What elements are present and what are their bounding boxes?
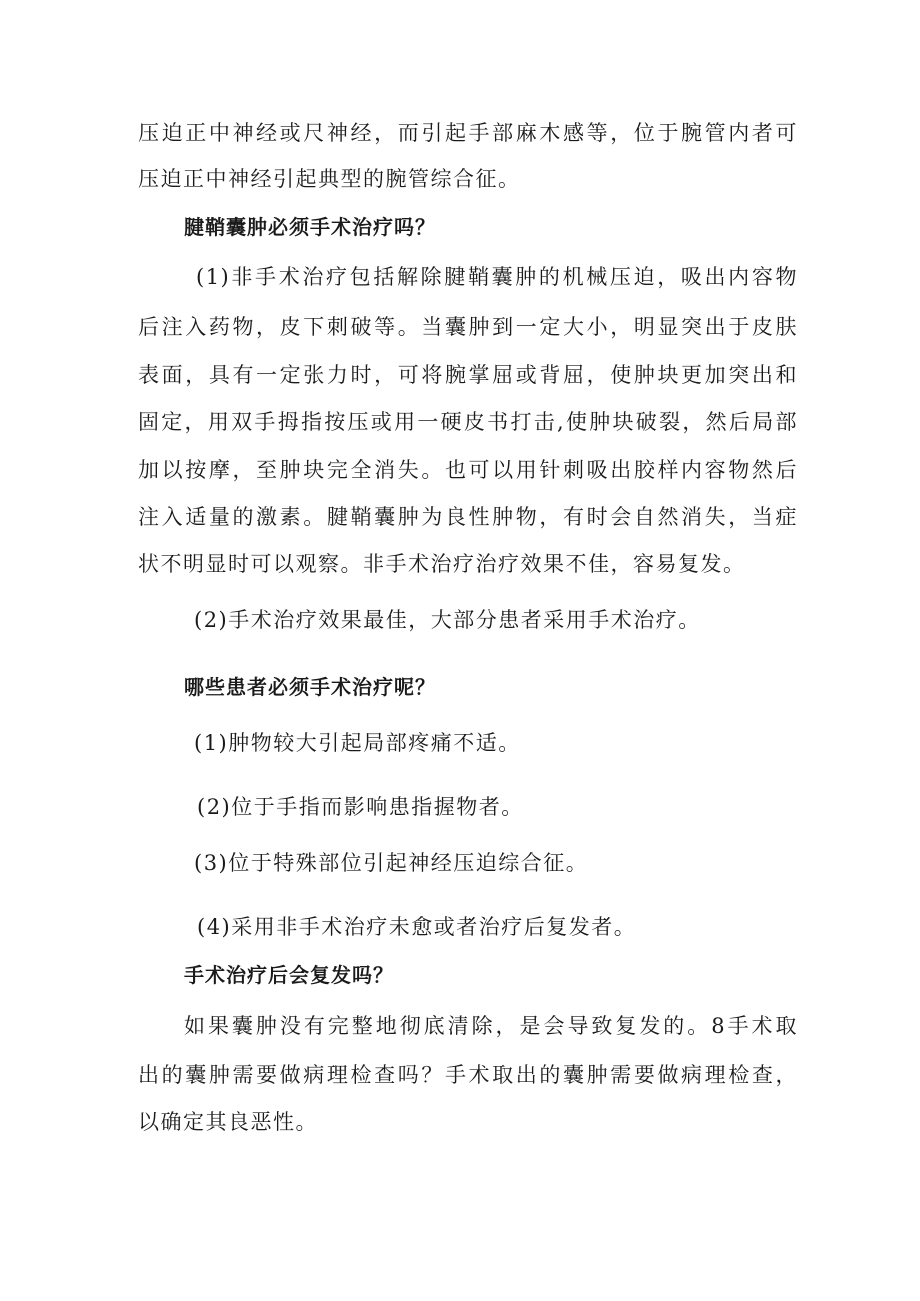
intro-line-1: 压迫正中神经或尺神经，而引起手部麻木感等，位于腕管内者可 bbox=[138, 121, 798, 145]
paragraph-line: 注入适量的激素。腱鞘囊肿为良性肿物，有时会自然消失，当症 bbox=[138, 505, 798, 529]
paragraph-line: (1)非手术治疗包括解除腱鞘囊肿的机械压迫，吸出内容物 bbox=[196, 265, 798, 289]
section-heading-which-patients: 哪些患者必须手术治疗呢？ bbox=[184, 675, 436, 699]
section-heading-surgery-required: 腱鞘囊肿必须手术治疗吗？ bbox=[184, 215, 436, 239]
paragraph-line: 加以按摩，至肿块完全消失。也可以用针刺吸出胶样内容物然后 bbox=[138, 458, 798, 482]
paragraph-surgery-best: (2)手术治疗效果最佳，大部分患者采用手术治疗。 bbox=[194, 608, 701, 632]
paragraph-line: 后注入药物，皮下刺破等。当囊肿到一定大小，明显突出于皮肤 bbox=[138, 315, 798, 339]
paragraph-line: 固定，用双手拇指按压或用一硬皮书打击,使肿块破裂，然后局部 bbox=[138, 410, 798, 434]
list-item: (1)肿物较大引起局部疼痛不适。 bbox=[194, 731, 521, 755]
list-item: (3)位于特殊部位引起神经压迫综合征。 bbox=[194, 851, 589, 875]
intro-line-2: 压迫正中神经引起典型的腕管综合征。 bbox=[138, 167, 521, 191]
paragraph-line: 表面，具有一定张力时，可将腕掌屈或背屈，使肿块更加突出和 bbox=[138, 363, 798, 387]
list-item: (2)位于手指而影响患指握物者。 bbox=[197, 795, 524, 819]
paragraph-line: 如果囊肿没有完整地彻底清除，是会导致复发的。8手术取 bbox=[184, 1014, 798, 1038]
section-heading-recurrence: 手术治疗后会复发吗？ bbox=[184, 963, 394, 987]
list-item: (4)采用非手术治疗未愈或者治疗后复发者。 bbox=[197, 915, 637, 939]
paragraph-line: 出的囊肿需要做病理检查吗？手术取出的囊肿需要做病理检查， bbox=[138, 1063, 798, 1087]
paragraph-line: 以确定其良恶性。 bbox=[138, 1110, 318, 1134]
paragraph-line: 状不明显时可以观察。非手术治疗治疗效果不佳，容易复发。 bbox=[138, 552, 746, 576]
